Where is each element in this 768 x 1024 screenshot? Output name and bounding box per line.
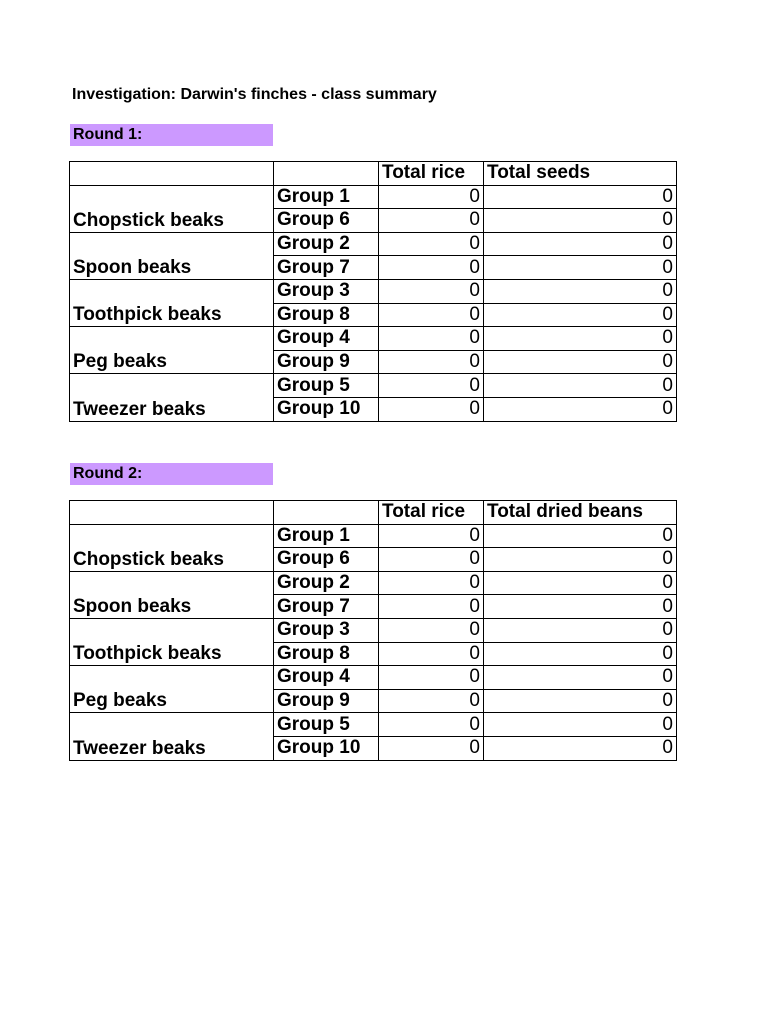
beak-type-cell: Tweezer beaks [70,374,274,421]
rice-total-cell: 0 [379,595,484,619]
group-cell: Group 6 [274,548,379,572]
column-header [70,501,274,525]
group-cell: Group 3 [274,618,379,642]
header-row [70,501,677,525]
rice-total-cell: 0 [379,689,484,713]
other-total-cell: 0 [484,524,677,548]
group-cell: Group 8 [274,303,379,327]
other-total-cell: 0 [484,327,677,351]
rice-total-cell: 0 [379,548,484,572]
group-cell: Group 1 [274,185,379,209]
beak-type-cell: Peg beaks [70,666,274,713]
table-row [70,666,677,690]
rice-total-cell: 0 [379,303,484,327]
beak-type-cell: Toothpick beaks [70,279,274,326]
beak-type-cell: Chopstick beaks [70,185,274,232]
column-header: Total rice [379,501,484,525]
table-row [70,524,677,548]
other-total-cell: 0 [484,736,677,760]
table-row [70,571,677,595]
other-total-cell: 0 [484,397,677,421]
column-header [274,501,379,525]
group-cell: Group 8 [274,642,379,666]
column-header: Total seeds [484,162,677,186]
other-total-cell: 0 [484,642,677,666]
page-title: Investigation: Darwin's finches - class summary [72,86,437,103]
column-header [70,162,274,186]
table-row [70,618,677,642]
other-total-cell: 0 [484,279,677,303]
other-total-cell: 0 [484,185,677,209]
table-row [70,232,677,256]
other-total-cell: 0 [484,548,677,572]
rice-total-cell: 0 [379,209,484,233]
table-row [70,185,677,209]
group-cell: Group 3 [274,279,379,303]
other-total-cell: 0 [484,374,677,398]
other-total-cell: 0 [484,571,677,595]
other-total-cell: 0 [484,689,677,713]
beak-type-cell: Tweezer beaks [70,713,274,760]
rice-total-cell: 0 [379,524,484,548]
group-cell: Group 10 [274,397,379,421]
column-header: Total rice [379,162,484,186]
group-cell: Group 4 [274,666,379,690]
other-total-cell: 0 [484,595,677,619]
group-cell: Group 5 [274,713,379,737]
table-row [70,279,677,303]
rice-total-cell: 0 [379,666,484,690]
beak-type-cell: Spoon beaks [70,571,274,618]
rice-total-cell: 0 [379,642,484,666]
beak-type-cell: Spoon beaks [70,232,274,279]
rice-total-cell: 0 [379,279,484,303]
rice-total-cell: 0 [379,713,484,737]
rice-total-cell: 0 [379,618,484,642]
beak-type-cell: Peg beaks [70,327,274,374]
group-cell: Group 4 [274,327,379,351]
round-1-table [69,161,677,422]
beak-type-cell: Toothpick beaks [70,618,274,665]
table-row [70,374,677,398]
round-1-label: Round 1: [70,124,273,146]
other-total-cell: 0 [484,232,677,256]
other-total-cell: 0 [484,350,677,374]
other-total-cell: 0 [484,209,677,233]
group-cell: Group 7 [274,256,379,280]
other-total-cell: 0 [484,303,677,327]
group-cell: Group 2 [274,571,379,595]
rice-total-cell: 0 [379,397,484,421]
group-cell: Group 9 [274,350,379,374]
group-cell: Group 1 [274,524,379,548]
group-cell: Group 5 [274,374,379,398]
other-total-cell: 0 [484,713,677,737]
rice-total-cell: 0 [379,185,484,209]
round-2-table [69,500,677,761]
beak-type-cell: Chopstick beaks [70,524,274,571]
group-cell: Group 10 [274,736,379,760]
group-cell: Group 2 [274,232,379,256]
rice-total-cell: 0 [379,327,484,351]
table-row [70,713,677,737]
column-header [274,162,379,186]
other-total-cell: 0 [484,666,677,690]
rice-total-cell: 0 [379,571,484,595]
other-total-cell: 0 [484,618,677,642]
rice-total-cell: 0 [379,256,484,280]
rice-total-cell: 0 [379,232,484,256]
rice-total-cell: 0 [379,350,484,374]
group-cell: Group 9 [274,689,379,713]
rice-total-cell: 0 [379,374,484,398]
other-total-cell: 0 [484,256,677,280]
header-row [70,162,677,186]
rice-total-cell: 0 [379,736,484,760]
table-row [70,327,677,351]
group-cell: Group 6 [274,209,379,233]
column-header: Total dried beans [484,501,677,525]
group-cell: Group 7 [274,595,379,619]
round-2-label: Round 2: [70,463,273,485]
